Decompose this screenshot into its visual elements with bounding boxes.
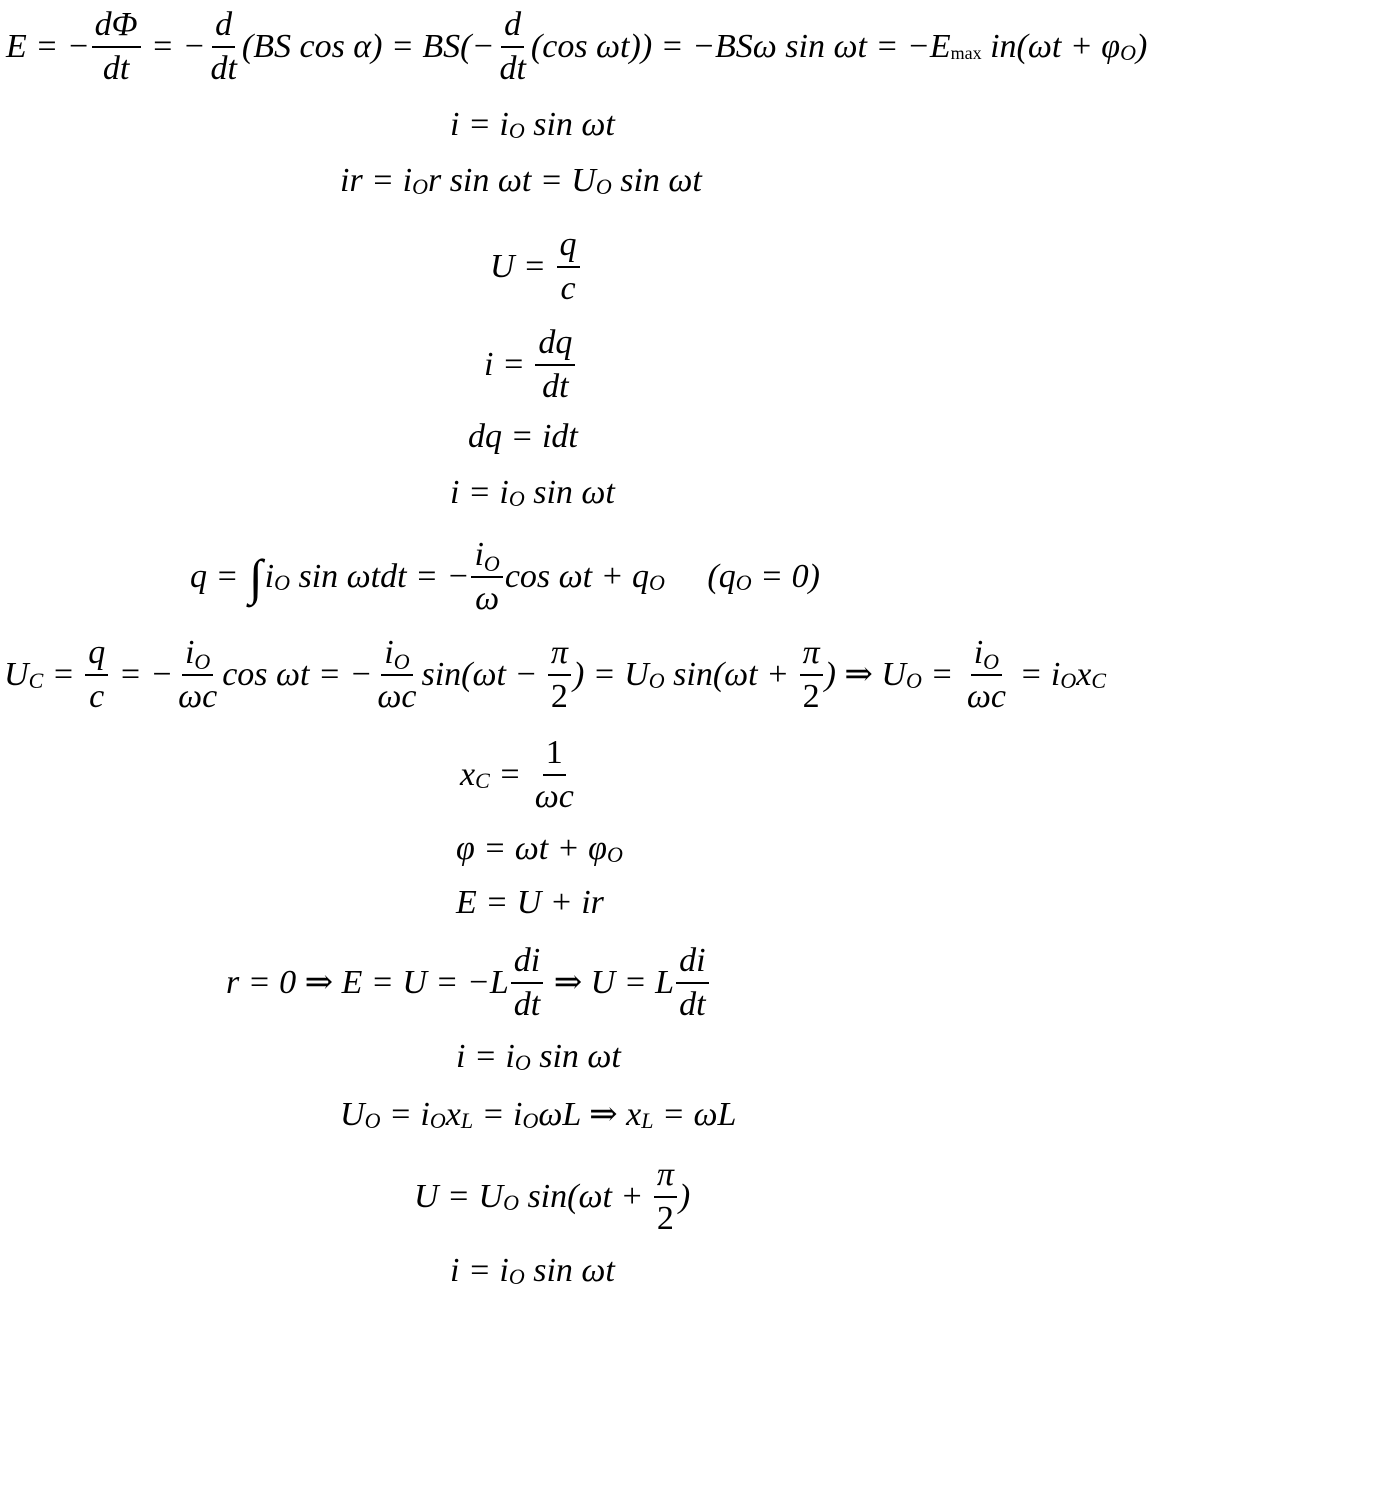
fraction-io-omegac-3: $\frac{i_O}{\omega c}$ [966,634,1006,715]
fraction-io-omegac: $\frac{i_O}{\omega c}$ [178,634,218,715]
fraction-1-omegac: $\frac{1}{\omega c}$ [534,734,574,815]
fraction-pi-2: $\frac{\pi}{2}$ [548,636,571,714]
fraction-io-omegac-2: $\frac{i_O}{\omega c}$ [377,634,417,715]
equation-emf-sum: E = U + ir [456,884,604,921]
equation-current-sine: i = i $_O$ sin ωt [450,106,615,143]
equation-dq-idt: dq = idt [468,418,578,455]
fraction-q-c-2: $\frac{q}{c}$ [85,636,108,714]
fraction-q-c: $\frac{q}{c}$ [557,228,580,306]
equation-current-sine-2: i = i $_O$ sin ωt [450,474,615,511]
fraction-pi-2-c: $\frac{\pi}{2}$ [654,1158,677,1236]
fraction-di-dt-2: $\frac{di}{dt}$ [676,944,708,1022]
fraction-dphi-dt: $\frac{d\Phi}{dt}$ [92,8,141,86]
equation-phase: φ = ωt + φ $_O$ [456,830,623,867]
fraction-dq-dt: $\frac{dq}{dt}$ [535,326,575,404]
equation-u-q-over-c: U = $\frac{q}{c}$ [490,228,582,306]
fraction-d-dt-2: $\frac{d}{dt}$ [499,6,526,87]
equation-current-sine-3: i = i $_O$ sin ωt [456,1038,621,1075]
fraction-pi-2-b: $\frac{\pi}{2}$ [800,636,823,714]
equation-current-sine-4: i = i $_O$ sin ωt [450,1252,615,1289]
integral-sign: ∫ [248,549,263,605]
fraction-io-omega: $\frac{i_O}{\omega}$ [471,538,502,616]
equation-inductor-voltage-sine: U = U $_O$ sin(ωt + $\frac{\pi}{2}$ ) [414,1156,691,1237]
equation-ir-voltage: ir = i $_O$ r sin ωt = U $_O$ sin ωt [340,162,702,199]
equation-faraday-emf: E = − $\frac{d\Phi}{dt}$ = − $\frac{d}{dt}$ (BS cos α) = BS(− $\frac{d}{dt}$ (cos ωt)) = −BSω sin ωt = −E $_{max}$ in(ωt + φ $_O$ ) [6,6,1148,87]
equation-capacitive-reactance: x $_C$ = $\frac{1}{\omega c}$ [460,736,579,814]
fraction-di-dt: $\frac{di}{dt}$ [511,944,543,1022]
equation-inductor-voltage: r = 0 ⇒ E = U = −L $\frac{di}{dt}$ ⇒ U = L $\frac{di}{dt}$ [226,944,711,1022]
equation-inductive-reactance: U $_O$ = i $_O$ x $_L$ = i $_O$ ωL ⇒ x $_L$ = ωL [340,1096,737,1133]
equation-capacitor-voltage: U $_C$ = $\frac{q}{c}$ = − $\frac{i_O}{\omega c}$ cos ωt = − $\frac{i_O}{\omega c}$ sin(ωt − $\frac{\pi}{2}$ ) = U $_O$ sin(ωt + $\frac{\pi}{2}$ ) ⇒ U $_O$ = $\frac{i_O}{\omega c}$ = i $_O$ x $_C$ [4,634,1106,715]
equation-charge-integral: q = ∫ i $_O$ sin ωtdt = − $\frac{i_O}{\omega}$ cos ωt + q $_O$ (q $_O$ = 0) [190,536,820,617]
fraction-d-dt: $\frac{d}{dt}$ [210,6,237,87]
equation-i-dq-dt: i = $\frac{dq}{dt}$ [484,326,577,404]
